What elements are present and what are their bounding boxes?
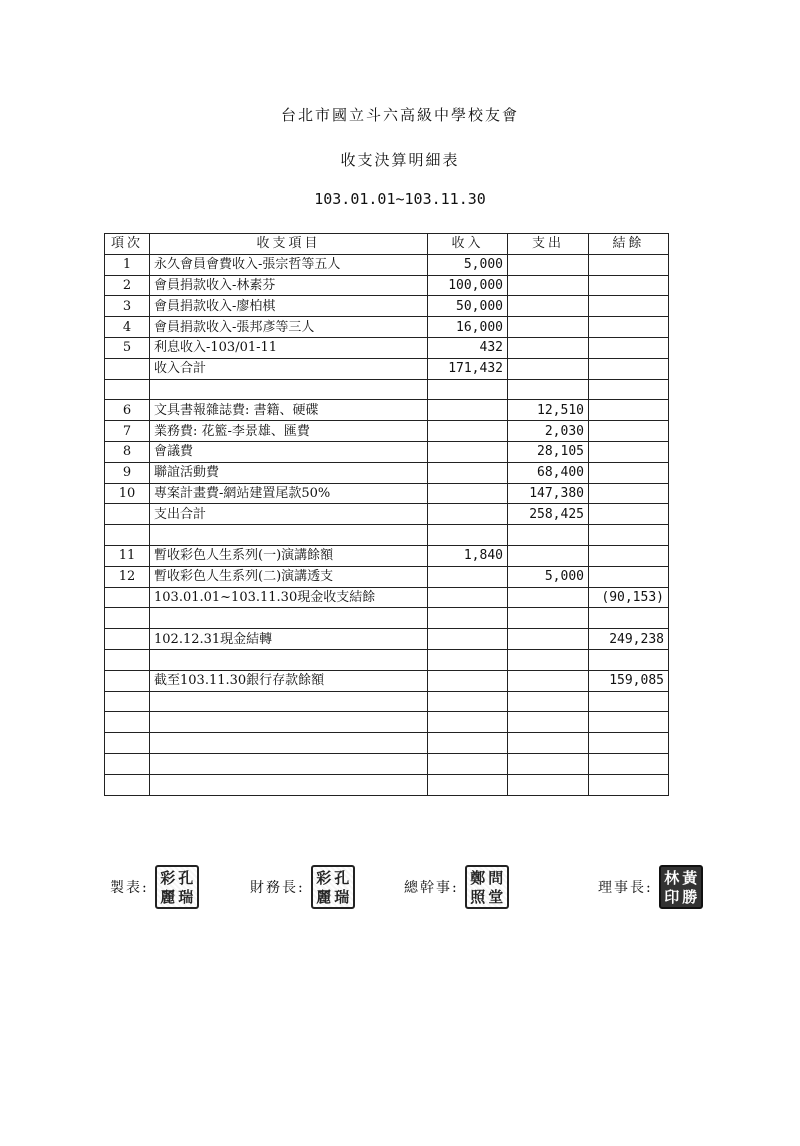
cell-no [105, 629, 150, 650]
signature-preparer [110, 862, 199, 912]
cell-balance [589, 462, 669, 483]
cell-balance [589, 649, 669, 670]
cell-item: 103.01.01~103.11.30現金收支結餘 [150, 587, 428, 608]
cell-expense: 28,105 [508, 441, 589, 462]
cell-balance [589, 608, 669, 629]
cell-income [428, 691, 508, 712]
cell-expense [508, 337, 589, 358]
header-balance: 結餘 [589, 234, 669, 255]
cell-balance [589, 441, 669, 462]
signature-label: 財務長: [250, 880, 305, 896]
cell-income [428, 629, 508, 650]
signature-chairman [598, 862, 703, 912]
table-row [105, 254, 669, 275]
cell-income [428, 441, 508, 462]
header-expense: 支出 [508, 234, 589, 255]
cell-balance [589, 545, 669, 566]
cell-no [105, 504, 150, 525]
cell-item: 會員捐款收入-林素芬 [150, 275, 428, 296]
cell-expense [508, 379, 589, 400]
table-row [105, 317, 669, 338]
header-income: 收入 [428, 234, 508, 255]
cell-no [105, 379, 150, 400]
cell-expense [508, 296, 589, 317]
cell-no [105, 753, 150, 774]
cell-no: 5 [105, 337, 150, 358]
cell-no: 6 [105, 400, 150, 421]
cell-expense [508, 670, 589, 691]
cell-item: 收入合計 [150, 358, 428, 379]
cell-expense [508, 712, 589, 733]
cell-item [150, 753, 428, 774]
table-row [105, 275, 669, 296]
cell-expense [508, 358, 589, 379]
cell-balance [589, 691, 669, 712]
ledger-body [105, 254, 669, 795]
cell-item: 會員捐款收入-廖柏棋 [150, 296, 428, 317]
table-row [105, 504, 669, 525]
table-row [105, 337, 669, 358]
cell-balance [589, 421, 669, 442]
cell-no [105, 670, 150, 691]
cell-income: 5,000 [428, 254, 508, 275]
cell-no: 12 [105, 566, 150, 587]
cell-income: 16,000 [428, 317, 508, 338]
cell-item: 永久會員會費收入-張宗哲等五人 [150, 254, 428, 275]
cell-balance [589, 483, 669, 504]
table-row [105, 379, 669, 400]
table-row [105, 566, 669, 587]
cell-item [150, 608, 428, 629]
cell-item: 102.12.31現金結轉 [150, 629, 428, 650]
seal-stamp: 鄭 問 照 堂 [465, 865, 509, 909]
cell-income [428, 483, 508, 504]
cell-expense: 147,380 [508, 483, 589, 504]
cell-no: 3 [105, 296, 150, 317]
cell-income: 50,000 [428, 296, 508, 317]
cell-income: 171,432 [428, 358, 508, 379]
cell-expense [508, 275, 589, 296]
cell-balance [589, 753, 669, 774]
cell-income [428, 649, 508, 670]
cell-item: 專案計畫費-網站建置尾款50% [150, 483, 428, 504]
cell-no: 9 [105, 462, 150, 483]
cell-no: 2 [105, 275, 150, 296]
table-row [105, 421, 669, 442]
cell-balance [589, 317, 669, 338]
cell-no [105, 608, 150, 629]
cell-balance [589, 504, 669, 525]
cell-expense [508, 317, 589, 338]
cell-no: 11 [105, 545, 150, 566]
signature-label: 理事長: [598, 880, 653, 896]
cell-no: 4 [105, 317, 150, 338]
cell-expense [508, 691, 589, 712]
cell-item [150, 712, 428, 733]
cell-no [105, 358, 150, 379]
table-row [105, 649, 669, 670]
header-item: 收支項目 [150, 234, 428, 255]
cell-balance [589, 275, 669, 296]
cell-income [428, 587, 508, 608]
table-row [105, 670, 669, 691]
table-row [105, 483, 669, 504]
table-row [105, 296, 669, 317]
cell-no: 7 [105, 421, 150, 442]
table-row [105, 691, 669, 712]
table-row [105, 733, 669, 754]
cell-no [105, 712, 150, 733]
table-row [105, 358, 669, 379]
cell-expense [508, 774, 589, 795]
cell-item: 支出合計 [150, 504, 428, 525]
cell-balance [589, 566, 669, 587]
cell-expense: 12,510 [508, 400, 589, 421]
cell-expense [508, 587, 589, 608]
cell-item [150, 649, 428, 670]
cell-income [428, 400, 508, 421]
cell-expense [508, 254, 589, 275]
table-row [105, 608, 669, 629]
cell-item: 暫收彩色人生系列(一)演講餘額 [150, 545, 428, 566]
cell-balance [589, 254, 669, 275]
cell-no: 8 [105, 441, 150, 462]
cell-expense [508, 545, 589, 566]
table-row [105, 441, 669, 462]
cell-no [105, 691, 150, 712]
cell-balance: 159,085 [589, 670, 669, 691]
cell-balance [589, 400, 669, 421]
cell-balance [589, 379, 669, 400]
cell-item: 文具書報雜誌費: 書籍、硬碟 [150, 400, 428, 421]
cell-balance [589, 712, 669, 733]
cell-item: 會員捐款收入-張邦彥等三人 [150, 317, 428, 338]
cell-balance [589, 337, 669, 358]
table-row [105, 545, 669, 566]
cell-balance [589, 525, 669, 546]
cell-income [428, 421, 508, 442]
table-row [105, 400, 669, 421]
table-header-row [105, 234, 669, 255]
cell-income [428, 774, 508, 795]
statement-subtitle: 收支決算明細表 [340, 151, 460, 169]
cell-balance [589, 358, 669, 379]
seal-stamp: 彩 孔 麗 瑞 [155, 865, 199, 909]
table-row [105, 525, 669, 546]
cell-item [150, 379, 428, 400]
signature-label: 總幹事: [404, 880, 459, 896]
cell-item [150, 733, 428, 754]
cell-expense: 258,425 [508, 504, 589, 525]
cell-expense [508, 525, 589, 546]
cell-item: 利息收入-103/01-11 [150, 337, 428, 358]
cell-income [428, 670, 508, 691]
cell-item [150, 774, 428, 795]
cell-income [428, 525, 508, 546]
cell-balance: (90,153) [589, 587, 669, 608]
cell-expense: 68,400 [508, 462, 589, 483]
table-row [105, 587, 669, 608]
cell-income: 432 [428, 337, 508, 358]
cell-income [428, 712, 508, 733]
cell-expense: 5,000 [508, 566, 589, 587]
cell-expense [508, 608, 589, 629]
cell-balance [589, 733, 669, 754]
header-no: 項次 [105, 234, 150, 255]
organization-title: 台北市國立斗六高級中學校友會 [280, 106, 519, 124]
cell-item: 截至103.11.30銀行存款餘額 [150, 670, 428, 691]
cell-expense [508, 733, 589, 754]
cell-no [105, 774, 150, 795]
cell-no: 10 [105, 483, 150, 504]
cell-no [105, 525, 150, 546]
cell-item: 聯誼活動費 [150, 462, 428, 483]
seal-stamp: 彩 孔 麗 瑞 [311, 865, 355, 909]
cell-income [428, 462, 508, 483]
cell-expense [508, 753, 589, 774]
cell-income [428, 753, 508, 774]
cell-no [105, 587, 150, 608]
cell-item [150, 525, 428, 546]
seal-stamp: 林 黃 印 勝 [659, 865, 703, 909]
signature-label: 製表: [110, 880, 149, 896]
signature-treasurer [250, 862, 355, 912]
cell-expense [508, 649, 589, 670]
cell-no [105, 649, 150, 670]
table-row [105, 629, 669, 650]
cell-income: 1,840 [428, 545, 508, 566]
statement-period: 103.01.01~103.11.30 [314, 190, 486, 208]
cell-balance: 249,238 [589, 629, 669, 650]
cell-income [428, 379, 508, 400]
table-row [105, 774, 669, 795]
cell-item: 業務費: 花籃-李景雄、匯費 [150, 421, 428, 442]
ledger-table [104, 233, 669, 796]
cell-balance [589, 296, 669, 317]
cell-income [428, 608, 508, 629]
cell-no [105, 733, 150, 754]
cell-item [150, 691, 428, 712]
cell-no: 1 [105, 254, 150, 275]
cell-item: 會議費 [150, 441, 428, 462]
cell-expense [508, 629, 589, 650]
cell-income: 100,000 [428, 275, 508, 296]
cell-balance [589, 774, 669, 795]
signature-secretary-general [404, 862, 509, 912]
cell-expense: 2,030 [508, 421, 589, 442]
cell-income [428, 504, 508, 525]
table-row [105, 462, 669, 483]
table-row [105, 712, 669, 733]
cell-income [428, 566, 508, 587]
table-row [105, 753, 669, 774]
cell-item: 暫收彩色人生系列(二)演講透支 [150, 566, 428, 587]
cell-income [428, 733, 508, 754]
